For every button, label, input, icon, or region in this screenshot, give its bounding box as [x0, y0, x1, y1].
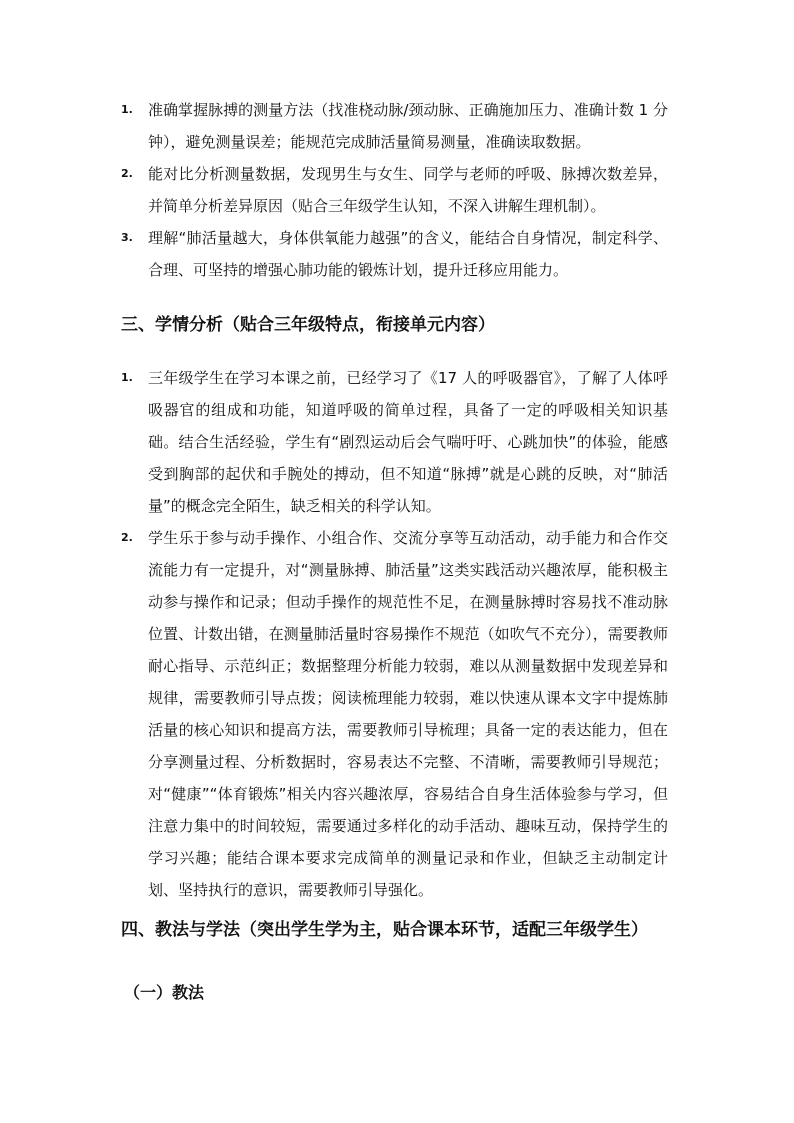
section-heading-methods: 四、教法与学法（突出学生学为主，贴合课本环节，适配三年级学生） — [121, 920, 648, 940]
item-number: 3. — [121, 231, 133, 244]
list-item — [0, 158, 668, 222]
list-item — [0, 222, 668, 286]
item-text: 学生乐于参与动手操作、小组合作、交流分享等互动活动，动手能力和合作交流能力有一定提升，对“测量脉搏、肺活量”这类实践活动兴趣浓厚，能积极主动参与操作和记录；但动手操作的规范性不足，在测量脉搏时容易找不准动脉位置、计数出错，在测量肺活量时容易操作不规范（如吹气不充分），需要教师耐心指导、示范纠正；数据整理分析能力较弱，难以从测量数据中发现差异和规律，需要教师引导点拨；阅读梳理能力较弱，难以快速从课本文字中提炼肺活量的核心知识和提高方法，需要教师引导梳理；具备一定的表达能力，但在分享测量过程、分析数据时，容易表达不完整、不清晰，需要教师引导规范；对“健康”“体育锻炼”相关内容兴趣浓厚，容易结合自身生活体验参与学习，但注意力集中的时间较短，需要通过多样化的动手活动、趣味互动，保持学生的学习兴趣；能结合课本要求完成简单的测量记录和作业，但缺乏主动制定计划、坚持执行的意识，需要教师引导强化。 — [148, 529, 668, 899]
goals-list — [0, 94, 794, 286]
item-number: 2. — [121, 167, 133, 180]
item-text: 准确掌握脉搏的测量方法（找准桡动脉/颈动脉、正确施加压力、准确计数 1 分钟），避免测量误差；能规范完成肺活量简易测量，准确读取数据。 — [148, 101, 668, 151]
item-number: 1. — [121, 371, 133, 384]
list-item — [0, 362, 668, 522]
list-item — [0, 522, 668, 906]
list-item — [0, 94, 668, 158]
item-number: 1. — [121, 103, 133, 116]
item-text: 能对比分析测量数据，发现男生与女生、同学与老师的呼吸、脉搏次数差异，并简单分析差异原因（贴合三年级学生认知，不深入讲解生理机制）。 — [148, 165, 668, 215]
section-heading-learner-analysis: 三、学情分析（贴合三年级特点，衔接单元内容） — [121, 315, 495, 335]
subsection-heading-teaching-methods: （一）教法 — [124, 983, 205, 1002]
item-number: 2. — [121, 531, 133, 544]
item-text: 理解“肺活量越大，身体供氧能力越强”的含义，能结合自身情况，制定科学、合理、可坚持的增强心肺功能的锻炼计划，提升迁移应用能力。 — [148, 229, 668, 279]
item-text: 三年级学生在学习本课之前，已经学习了《17 人的呼吸器官》，了解了人体呼吸器官的组成和功能，知道呼吸的简单过程，具备了一定的呼吸相关知识基础。结合生活经验，学生有“剧烈运动后会气喘吁吁、心跳加快”的体验，能感受到胸部的起伏和手腕处的搏动，但不知道“脉搏”就是心跳的反映，对“肺活量”的概念完全陌生，缺乏相关的科学认知。 — [148, 369, 668, 515]
learner-analysis-list — [0, 362, 794, 906]
